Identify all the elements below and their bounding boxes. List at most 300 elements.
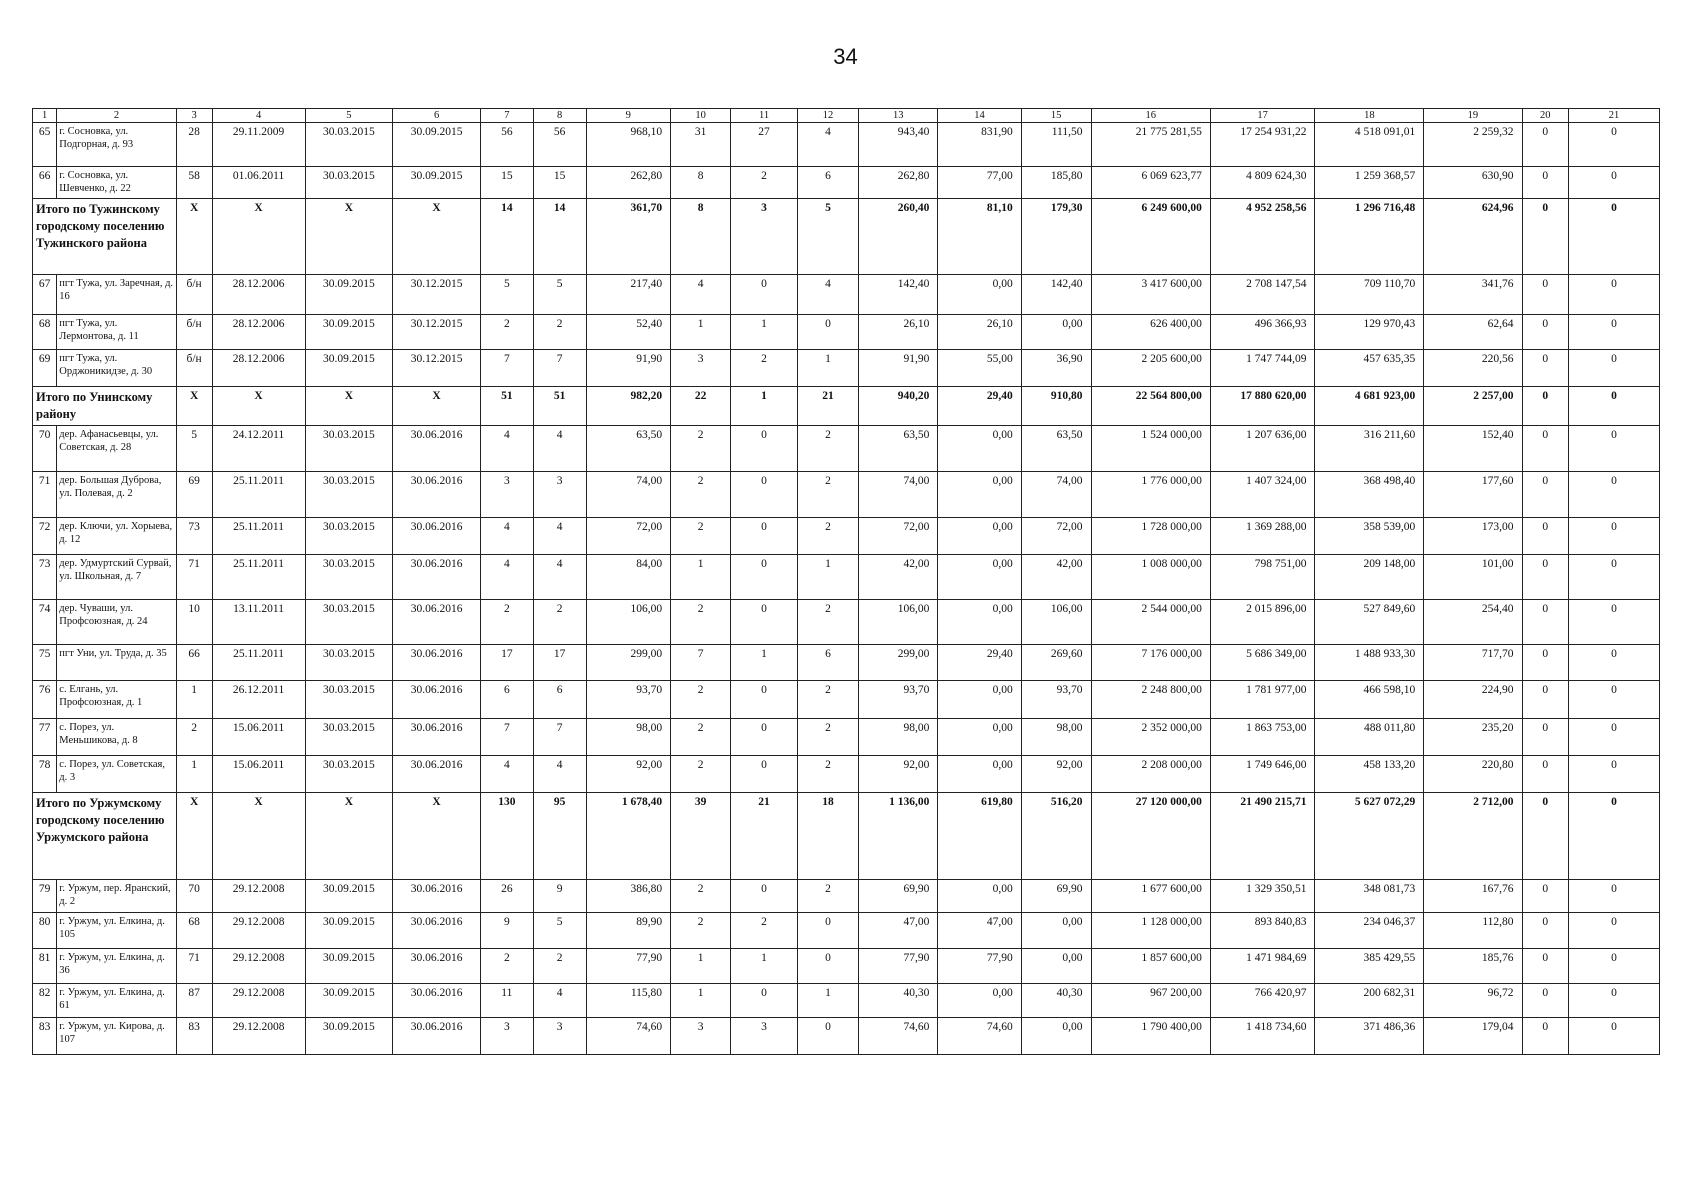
data-cell: 1 <box>671 315 731 350</box>
data-cell: 0,00 <box>1021 949 1091 984</box>
subtotal-cell: X <box>212 387 305 426</box>
data-cell: 798 751,00 <box>1210 555 1315 600</box>
data-cell: 2 208 000,00 <box>1091 756 1210 793</box>
data-cell: 42,00 <box>1021 555 1091 600</box>
row-number: 77 <box>33 719 57 756</box>
data-cell: 11 <box>480 984 533 1018</box>
data-cell: 2 <box>731 913 798 949</box>
data-cell: 42,00 <box>859 555 938 600</box>
subtotal-cell: 8 <box>671 199 731 275</box>
address-cell: пгт Тужа, ул. Лермонтова, д. 11 <box>57 315 176 350</box>
address-cell: с. Елгань, ул. Профсоюзная, д. 1 <box>57 681 176 719</box>
table-row <box>33 913 1660 949</box>
data-cell: 30.03.2015 <box>305 645 393 681</box>
data-cell: 89,90 <box>586 913 671 949</box>
data-cell: 30.03.2015 <box>305 123 393 167</box>
data-cell: 1 747 744,09 <box>1210 350 1315 387</box>
data-cell: б/н <box>176 350 212 387</box>
data-cell: 15 <box>480 167 533 199</box>
data-cell: 30.06.2016 <box>393 645 481 681</box>
data-cell: 4 <box>480 518 533 555</box>
data-cell: 74,00 <box>1021 472 1091 518</box>
data-cell: 299,00 <box>859 645 938 681</box>
column-number: 10 <box>671 109 731 123</box>
data-cell: 6 <box>797 645 858 681</box>
column-number-row <box>33 109 1660 123</box>
data-cell: 235,20 <box>1424 719 1522 756</box>
data-cell: 30.09.2015 <box>393 167 481 199</box>
subtotal-cell: 6 249 600,00 <box>1091 199 1210 275</box>
subtotal-cell: 940,20 <box>859 387 938 426</box>
data-cell: 0 <box>731 472 798 518</box>
column-number: 3 <box>176 109 212 123</box>
data-cell: 217,40 <box>586 275 671 315</box>
data-cell: 1 677 600,00 <box>1091 880 1210 913</box>
data-cell: 2 <box>797 600 858 645</box>
subtotal-label: Итого по Тужинскому городскому поселению Тужинского района <box>33 199 177 275</box>
data-cell: 74,60 <box>586 1018 671 1055</box>
row-number: 70 <box>33 426 57 472</box>
data-cell: 4 <box>533 555 586 600</box>
data-cell: 13.11.2011 <box>212 600 305 645</box>
data-cell: 30.12.2015 <box>393 275 481 315</box>
data-cell: 2 352 000,00 <box>1091 719 1210 756</box>
data-cell: 2 <box>671 913 731 949</box>
data-cell: 0 <box>1569 518 1660 555</box>
data-cell: 1 369 288,00 <box>1210 518 1315 555</box>
data-cell: 30.03.2015 <box>305 555 393 600</box>
data-cell: 0 <box>1522 756 1568 793</box>
data-cell: 7 176 000,00 <box>1091 645 1210 681</box>
subtotal-cell: X <box>176 199 212 275</box>
data-cell: 1 <box>731 949 798 984</box>
data-cell: 1 <box>797 350 858 387</box>
data-cell: 1 776 000,00 <box>1091 472 1210 518</box>
data-cell: 91,90 <box>859 350 938 387</box>
data-cell: 358 539,00 <box>1315 518 1424 555</box>
data-cell: 4 <box>480 426 533 472</box>
data-cell: 72,00 <box>1021 518 1091 555</box>
table-row <box>33 472 1660 518</box>
data-cell: 0,00 <box>938 518 1021 555</box>
data-cell: 4 <box>533 756 586 793</box>
subtotal-cell: 21 490 215,71 <box>1210 793 1315 880</box>
data-cell: 28.12.2006 <box>212 315 305 350</box>
address-cell: г. Сосновка, ул. Подгорная, д. 93 <box>57 123 176 167</box>
data-cell: 66 <box>176 645 212 681</box>
data-cell: 185,80 <box>1021 167 1091 199</box>
data-cell: 0,00 <box>938 756 1021 793</box>
data-cell: 0 <box>1569 472 1660 518</box>
data-cell: 92,00 <box>859 756 938 793</box>
data-cell: 25.11.2011 <box>212 645 305 681</box>
data-cell: 93,70 <box>859 681 938 719</box>
data-cell: 68 <box>176 913 212 949</box>
row-number: 73 <box>33 555 57 600</box>
data-cell: 220,56 <box>1424 350 1522 387</box>
data-cell: 262,80 <box>859 167 938 199</box>
table-row <box>33 949 1660 984</box>
data-cell: 29.11.2009 <box>212 123 305 167</box>
row-number: 76 <box>33 681 57 719</box>
data-cell: 2 <box>731 167 798 199</box>
data-cell: 6 069 623,77 <box>1091 167 1210 199</box>
data-cell: 1 <box>731 645 798 681</box>
data-cell: 0 <box>1522 350 1568 387</box>
column-number: 19 <box>1424 109 1522 123</box>
data-cell: 30.09.2015 <box>305 275 393 315</box>
data-cell: 220,80 <box>1424 756 1522 793</box>
data-cell: 1 418 734,60 <box>1210 1018 1315 1055</box>
table-row <box>33 275 1660 315</box>
address-cell: пгт Тужа, ул. Орджоникидзе, д. 30 <box>57 350 176 387</box>
address-cell: пгт Уни, ул. Труда, д. 35 <box>57 645 176 681</box>
table-row <box>33 350 1660 387</box>
data-cell: 0 <box>1522 984 1568 1018</box>
table-row <box>33 600 1660 645</box>
data-cell: 3 417 600,00 <box>1091 275 1210 315</box>
data-cell: 2 <box>731 350 798 387</box>
subtotal-cell: X <box>393 387 481 426</box>
data-cell: 5 <box>176 426 212 472</box>
column-number: 13 <box>859 109 938 123</box>
row-number: 74 <box>33 600 57 645</box>
row-number: 68 <box>33 315 57 350</box>
address-cell: г. Уржум, ул. Елкина, д. 36 <box>57 949 176 984</box>
table-row <box>33 719 1660 756</box>
row-number: 72 <box>33 518 57 555</box>
data-cell: 0 <box>1522 949 1568 984</box>
column-number: 2 <box>57 109 176 123</box>
data-cell: 0,00 <box>938 472 1021 518</box>
data-cell: 224,90 <box>1424 681 1522 719</box>
address-cell: дер. Большая Дуброва, ул. Полевая, д. 2 <box>57 472 176 518</box>
data-cell: 30.06.2016 <box>393 1018 481 1055</box>
page-number: 34 <box>833 44 858 69</box>
data-cell: 15 <box>533 167 586 199</box>
table-row <box>33 880 1660 913</box>
subtotal-cell: 3 <box>731 199 798 275</box>
data-cell: 0 <box>1569 645 1660 681</box>
data-cell: 2 544 000,00 <box>1091 600 1210 645</box>
data-cell: 0 <box>1569 949 1660 984</box>
data-cell: 7 <box>480 719 533 756</box>
data-cell: 40,30 <box>1021 984 1091 1018</box>
data-cell: 5 <box>533 913 586 949</box>
data-cell: 30.09.2015 <box>305 315 393 350</box>
data-cell: 77,90 <box>586 949 671 984</box>
column-number: 11 <box>731 109 798 123</box>
subtotal-cell: 17 880 620,00 <box>1210 387 1315 426</box>
data-cell: 30.03.2015 <box>305 167 393 199</box>
subtotal-cell: 14 <box>480 199 533 275</box>
data-cell: 1 259 368,57 <box>1315 167 1424 199</box>
data-cell: 262,80 <box>586 167 671 199</box>
data-cell: 4 <box>671 275 731 315</box>
data-cell: 01.06.2011 <box>212 167 305 199</box>
data-cell: 0 <box>797 315 858 350</box>
data-cell: 3 <box>671 350 731 387</box>
table-row <box>33 555 1660 600</box>
data-cell: 29.12.2008 <box>212 1018 305 1055</box>
table-row <box>33 645 1660 681</box>
table-row <box>33 984 1660 1018</box>
address-cell: г. Уржум, пер. Яранский, д. 2 <box>57 880 176 913</box>
row-number: 66 <box>33 167 57 199</box>
data-cell: 9 <box>533 880 586 913</box>
data-cell: 8 <box>671 167 731 199</box>
data-cell: 496 366,93 <box>1210 315 1315 350</box>
data-cell: 30.06.2016 <box>393 756 481 793</box>
data-cell: 1 407 324,00 <box>1210 472 1315 518</box>
data-cell: 25.11.2011 <box>212 518 305 555</box>
data-cell: 1 790 400,00 <box>1091 1018 1210 1055</box>
data-cell: 71 <box>176 555 212 600</box>
data-cell: 96,72 <box>1424 984 1522 1018</box>
data-cell: 74,00 <box>586 472 671 518</box>
subtotal-label: Итого по Унинскому району <box>33 387 177 426</box>
data-cell: 58 <box>176 167 212 199</box>
data-cell: 129 970,43 <box>1315 315 1424 350</box>
data-cell: 30.03.2015 <box>305 681 393 719</box>
data-cell: 386,80 <box>586 880 671 913</box>
subtotal-cell: 51 <box>480 387 533 426</box>
data-cell: 2 <box>533 315 586 350</box>
data-cell: 7 <box>671 645 731 681</box>
data-cell: 2 <box>671 719 731 756</box>
data-cell: 0,00 <box>938 275 1021 315</box>
data-cell: 74,60 <box>859 1018 938 1055</box>
data-cell: 0 <box>731 984 798 1018</box>
data-cell: 1 207 636,00 <box>1210 426 1315 472</box>
data-cell: 56 <box>533 123 586 167</box>
data-cell: 7 <box>480 350 533 387</box>
data-cell: 0 <box>1522 555 1568 600</box>
subtotal-cell: 0 <box>1522 199 1568 275</box>
data-cell: 142,40 <box>1021 275 1091 315</box>
data-cell: 17 <box>480 645 533 681</box>
subtotal-cell: 22 564 800,00 <box>1091 387 1210 426</box>
data-cell: 69 <box>176 472 212 518</box>
data-cell: 0 <box>1522 1018 1568 1055</box>
data-cell: 101,00 <box>1424 555 1522 600</box>
data-cell: 0 <box>1569 719 1660 756</box>
address-cell: с. Порез, ул. Меньшикова, д. 8 <box>57 719 176 756</box>
data-cell: 1 <box>671 555 731 600</box>
data-cell: 0,00 <box>938 681 1021 719</box>
data-cell: 626 400,00 <box>1091 315 1210 350</box>
data-cell: 15.06.2011 <box>212 756 305 793</box>
data-cell: 47,00 <box>859 913 938 949</box>
data-cell: 63,50 <box>586 426 671 472</box>
column-number: 8 <box>533 109 586 123</box>
data-cell: 185,76 <box>1424 949 1522 984</box>
table-row <box>33 426 1660 472</box>
subtotal-cell: 910,80 <box>1021 387 1091 426</box>
data-cell: 2 <box>671 756 731 793</box>
data-cell: 2 <box>671 518 731 555</box>
data-cell: 26,10 <box>859 315 938 350</box>
data-cell: 2 015 896,00 <box>1210 600 1315 645</box>
data-cell: 30.12.2015 <box>393 315 481 350</box>
data-cell: 2 <box>797 472 858 518</box>
data-cell: 1 749 646,00 <box>1210 756 1315 793</box>
data-cell: 30.03.2015 <box>305 719 393 756</box>
data-cell: 1 <box>671 949 731 984</box>
data-cell: 831,90 <box>938 123 1021 167</box>
data-cell: 2 <box>797 681 858 719</box>
data-cell: 2 <box>480 600 533 645</box>
data-cell: 5 <box>480 275 533 315</box>
data-cell: 111,50 <box>1021 123 1091 167</box>
subtotal-cell: 260,40 <box>859 199 938 275</box>
subtotal-cell: 18 <box>797 793 858 880</box>
data-cell: 1 863 753,00 <box>1210 719 1315 756</box>
data-cell: 77,90 <box>938 949 1021 984</box>
data-cell: 30.09.2015 <box>305 984 393 1018</box>
data-cell: 458 133,20 <box>1315 756 1424 793</box>
data-cell: 74,60 <box>938 1018 1021 1055</box>
data-cell: 0 <box>797 949 858 984</box>
data-cell: 152,40 <box>1424 426 1522 472</box>
table-row <box>33 315 1660 350</box>
data-cell: 0 <box>1569 681 1660 719</box>
data-cell: 2 <box>797 426 858 472</box>
data-cell: 142,40 <box>859 275 938 315</box>
data-cell: 0 <box>1569 913 1660 949</box>
data-cell: 717,70 <box>1424 645 1522 681</box>
subtotal-cell: X <box>393 199 481 275</box>
subtotal-cell: 982,20 <box>586 387 671 426</box>
data-cell: 968,10 <box>586 123 671 167</box>
data-cell: 31 <box>671 123 731 167</box>
data-cell: 348 081,73 <box>1315 880 1424 913</box>
data-cell: 1 008 000,00 <box>1091 555 1210 600</box>
data-cell: 0,00 <box>938 719 1021 756</box>
data-cell: 30.06.2016 <box>393 555 481 600</box>
data-cell: 1 <box>731 315 798 350</box>
subtotal-cell: 1 <box>731 387 798 426</box>
column-number: 12 <box>797 109 858 123</box>
data-cell: 83 <box>176 1018 212 1055</box>
data-cell: 0 <box>731 518 798 555</box>
data-cell: 30.06.2016 <box>393 719 481 756</box>
subtotal-cell: 5 <box>797 199 858 275</box>
data-cell: 29,40 <box>938 645 1021 681</box>
subtotal-cell: X <box>305 793 393 880</box>
data-cell: 1 128 000,00 <box>1091 913 1210 949</box>
data-cell: 0 <box>1569 880 1660 913</box>
data-cell: 77,00 <box>938 167 1021 199</box>
subtotal-cell: 2 712,00 <box>1424 793 1522 880</box>
data-cell: 36,90 <box>1021 350 1091 387</box>
data-cell: 1 524 000,00 <box>1091 426 1210 472</box>
data-cell: 77,90 <box>859 949 938 984</box>
data-cell: 299,00 <box>586 645 671 681</box>
row-number: 80 <box>33 913 57 949</box>
data-cell: 2 <box>480 315 533 350</box>
data-cell: 24.12.2011 <box>212 426 305 472</box>
data-cell: 0 <box>731 719 798 756</box>
data-cell: 0 <box>1522 167 1568 199</box>
data-cell: 3 <box>731 1018 798 1055</box>
address-cell: дер. Удмуртский Сурвай, ул. Школьная, д. 7 <box>57 555 176 600</box>
data-cell: 93,70 <box>1021 681 1091 719</box>
subtotal-cell: 0 <box>1569 793 1660 880</box>
data-cell: 0 <box>1522 719 1568 756</box>
data-cell: 167,76 <box>1424 880 1522 913</box>
data-cell: 0 <box>1569 275 1660 315</box>
data-cell: 2 <box>176 719 212 756</box>
data-cell: 1 471 984,69 <box>1210 949 1315 984</box>
data-cell: 106,00 <box>1021 600 1091 645</box>
column-number: 5 <box>305 109 393 123</box>
data-cell: 98,00 <box>586 719 671 756</box>
data-cell: 3 <box>480 472 533 518</box>
data-cell: 0 <box>1522 880 1568 913</box>
table-row <box>33 518 1660 555</box>
data-cell: 62,64 <box>1424 315 1522 350</box>
data-cell: 27 <box>731 123 798 167</box>
data-cell: 0 <box>797 913 858 949</box>
data-cell: 368 498,40 <box>1315 472 1424 518</box>
data-cell: 4 <box>533 518 586 555</box>
data-cell: 766 420,97 <box>1210 984 1315 1018</box>
data-cell: 26,10 <box>938 315 1021 350</box>
column-number: 16 <box>1091 109 1210 123</box>
table-row <box>33 756 1660 793</box>
data-cell: 0 <box>731 600 798 645</box>
data-cell: 55,00 <box>938 350 1021 387</box>
data-cell: 63,50 <box>1021 426 1091 472</box>
data-cell: 30.09.2015 <box>305 880 393 913</box>
data-cell: 5 <box>533 275 586 315</box>
data-cell: 0 <box>1569 315 1660 350</box>
data-cell: 0 <box>731 681 798 719</box>
data-cell: 30.06.2016 <box>393 472 481 518</box>
data-cell: 47,00 <box>938 913 1021 949</box>
data-cell: 106,00 <box>859 600 938 645</box>
data-cell: 84,00 <box>586 555 671 600</box>
data-cell: 0 <box>1522 518 1568 555</box>
subtotal-cell: X <box>393 793 481 880</box>
data-cell: 112,80 <box>1424 913 1522 949</box>
data-cell: 9 <box>480 913 533 949</box>
data-cell: 2 <box>533 949 586 984</box>
data-cell: 0 <box>1522 315 1568 350</box>
address-cell: г. Уржум, ул. Елкина, д. 61 <box>57 984 176 1018</box>
data-cell: 2 <box>797 518 858 555</box>
data-cell: 2 708 147,54 <box>1210 275 1315 315</box>
data-cell: 2 248 800,00 <box>1091 681 1210 719</box>
data-cell: 2 <box>671 472 731 518</box>
subtotal-cell: 0 <box>1569 199 1660 275</box>
data-cell: 0,00 <box>938 426 1021 472</box>
data-cell: 3 <box>480 1018 533 1055</box>
data-cell: 1 <box>797 555 858 600</box>
column-number: 17 <box>1210 109 1315 123</box>
subtotal-cell: 4 681 923,00 <box>1315 387 1424 426</box>
data-cell: 2 <box>671 681 731 719</box>
subtotal-cell: 624,96 <box>1424 199 1522 275</box>
data-cell: 4 <box>480 555 533 600</box>
subtotal-row <box>33 199 1660 275</box>
data-cell: 893 840,83 <box>1210 913 1315 949</box>
data-cell: 0,00 <box>1021 315 1091 350</box>
data-cell: 92,00 <box>586 756 671 793</box>
data-cell: 30.03.2015 <box>305 756 393 793</box>
subtotal-cell: 619,80 <box>938 793 1021 880</box>
